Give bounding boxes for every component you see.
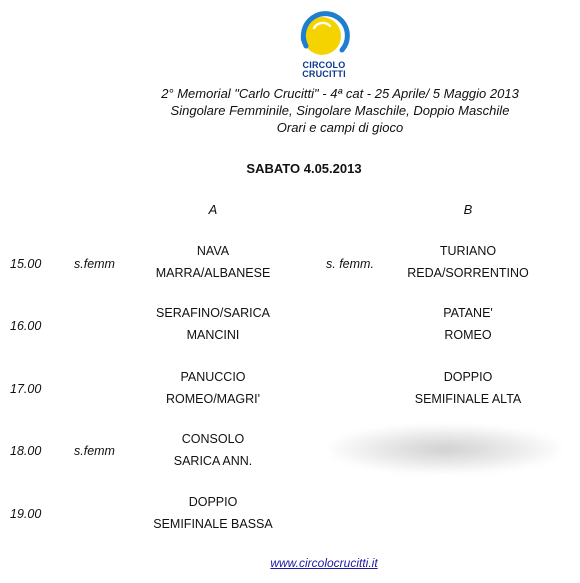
match-a <box>123 240 303 284</box>
match-b <box>378 366 558 410</box>
logo-text-line1: CIRCOLO <box>302 60 346 70</box>
category-a: s.femm <box>74 257 115 271</box>
match-b <box>378 240 558 284</box>
player-line: REDA/SORRENTINO <box>407 266 529 280</box>
circolo-crucitti-logo-icon <box>292 10 356 62</box>
match-a <box>123 491 303 535</box>
player-line: PATANE' <box>443 306 493 320</box>
player-line: SEMIFINALE ALTA <box>414 392 522 406</box>
player-line: DOPPIO <box>443 370 493 384</box>
website-link[interactable]: www.circolocrucitti.it <box>270 556 378 570</box>
match-a <box>123 366 303 410</box>
day-title: SABATO 4.05.2013 <box>246 161 362 176</box>
schedule-subtitle: Orari e campi di gioco <box>276 120 404 135</box>
tournament-title: 2° Memorial "Carlo Crucitti" - 4ª cat - 25 Aprile/ 5 Maggio 2013 <box>161 86 519 101</box>
player-line: ROMEO/MAGRI' <box>165 392 261 406</box>
column-a-header: A <box>208 202 218 217</box>
player-line: SEMIFINALE BASSA <box>153 517 273 531</box>
category-a: s.femm <box>74 444 115 458</box>
match-b <box>378 302 558 346</box>
club-logo <box>292 10 356 80</box>
time-slot: 16.00 <box>10 319 42 333</box>
player-line: SARICA ANN. <box>173 454 253 468</box>
footer <box>0 556 580 570</box>
blurred-region <box>330 425 560 473</box>
tournament-categories: Singolare Femminile, Singolare Maschile, Doppio Maschile <box>170 103 510 118</box>
player-line: NAVA <box>196 244 230 258</box>
column-b-header: B <box>463 202 473 217</box>
time-slot: 19.00 <box>10 507 42 521</box>
player-line: CONSOLO <box>181 432 245 446</box>
category-b: s. femm. <box>326 257 374 271</box>
player-line: SERAFINO/SARICA <box>156 306 270 320</box>
time-slot: 18.00 <box>10 444 42 458</box>
match-a <box>123 302 303 346</box>
player-line: TURIANO <box>439 244 497 258</box>
player-line: MANCINI <box>186 328 240 342</box>
match-a <box>123 428 303 472</box>
logo-text-line2: CRUCITTI <box>302 69 346 79</box>
player-line: DOPPIO <box>188 495 238 509</box>
player-line: ROMEO <box>444 328 492 342</box>
time-slot: 17.00 <box>10 382 42 396</box>
player-line: PANUCCIO <box>180 370 246 384</box>
player-line: MARRA/ALBANESE <box>155 266 271 280</box>
time-slot: 15.00 <box>10 257 42 271</box>
